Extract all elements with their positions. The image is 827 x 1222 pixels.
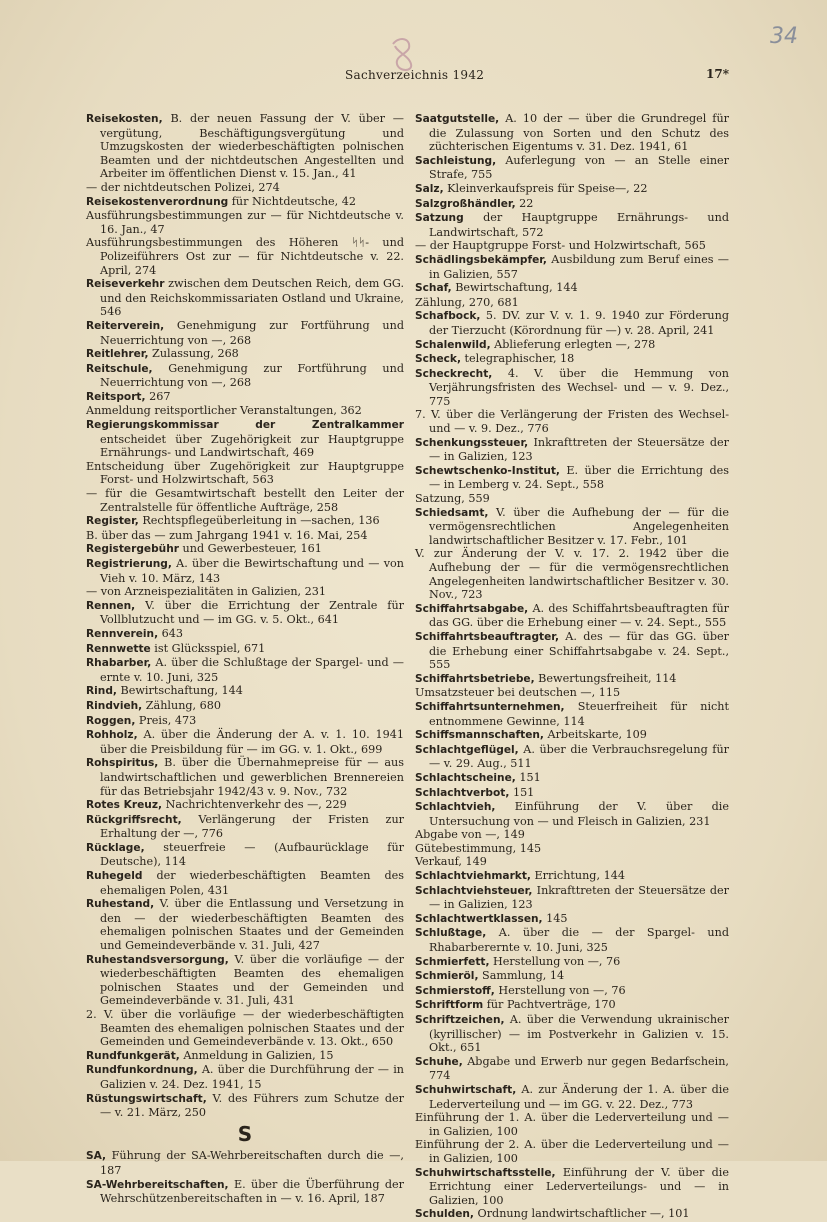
index-entry-heading: Rindvieh, [86, 699, 143, 712]
index-entry-heading: Reiterverein, [86, 319, 165, 332]
index-entry-text: Inkrafttreten der Steuersätze der — in Galizien, 123 [429, 435, 729, 464]
index-entry-heading: Rüstungswirtschaft, [86, 1092, 207, 1105]
index-entry-heading: Schlußtage, [415, 927, 487, 940]
index-entry [415, 506, 729, 548]
index-entry [415, 602, 729, 630]
index-entry-heading: Scheck, [415, 353, 461, 366]
index-subentry: — der Hauptgruppe Forst- und Holzwirtschaft, 565 [415, 239, 706, 253]
index-entry [415, 197, 729, 212]
index-entry [86, 953, 404, 1008]
index-entry [415, 998, 729, 1013]
index-entry [86, 1149, 404, 1177]
index-entry [86, 627, 404, 642]
index-entry-heading: Schulden, [415, 1208, 474, 1221]
index-entry [86, 390, 404, 405]
index-entry-text: Einführung der V. über die Errichtung einer Lederverteilungs- und — in Galizien, 100 [429, 1165, 729, 1207]
index-entry-heading: Rotes Kreuz, [86, 799, 163, 812]
index-entry-text: V. des Führers zum Schutze der — v. 21. März, 250 [100, 1091, 404, 1120]
index-entry-text: A. über die Verbrauchsregelung für — v. 29. Aug., 511 [429, 742, 729, 771]
index-entry [86, 684, 404, 699]
index-entry [86, 362, 404, 390]
index-entry [86, 756, 404, 798]
index-entry-text: und Gewerbesteuer, 161 [179, 542, 322, 556]
index-entry-heading: Rind, [86, 685, 117, 698]
index-entry [415, 436, 729, 464]
index-entry-heading: SA-Wehrbereitschaften, [86, 1178, 229, 1191]
index-entry-text: Errichtung, 144 [530, 869, 625, 883]
index-entry-text: A. über die Schlußtage der Spargel- und —ernte v. 10. Juni, 325 [100, 656, 404, 684]
index-subentry: B. über das — zum Jahrgang 1941 v. 16. Mai, 254 [86, 528, 368, 542]
index-entry-heading: Regierungskommissar der Zentralkammer [86, 419, 404, 432]
index-entry-text: Abgabe und Erwerb nur gegen Bedarfschein, 774 [429, 1054, 729, 1083]
index-column-right [415, 112, 729, 1222]
index-entry [415, 926, 729, 954]
index-entry-text: Nachrichtenverkehr des —, 229 [162, 798, 347, 812]
index-entry-text: Bewirtschaftung, 144 [451, 281, 578, 295]
index-entry [415, 182, 729, 197]
index-entry-text: 267 [145, 389, 171, 403]
index-entry-text: Herstellung von —, 76 [494, 983, 626, 997]
index-entry [86, 1092, 404, 1120]
index-entry-text: Steuerfreiheit für nicht entnommene Gewinne, 114 [429, 699, 729, 728]
index-entry-text: Sammlung, 14 [478, 969, 565, 983]
index-entry-heading: Rohholz, [86, 729, 138, 742]
index-entry-text: E. über die Errichtung des — in Lemberg v. 24. Sept., 558 [429, 463, 729, 492]
index-entry-heading: Schiffahrtsabgabe, [415, 602, 529, 615]
index-subentry: Entscheidung über Zugehörigkeit zur Hauptgruppe Forst- und Holzwirtschaft, 563 [86, 459, 404, 487]
index-subentry: Einführung der 1. A. über die Lederverteilung und — in Galizien, 100 [415, 1111, 729, 1138]
index-entry-heading: Schlachtscheine, [415, 771, 516, 784]
index-entry-text: zwischen dem Deutschen Reich, dem GG. und den Reichskommissariaten Ostland und Ukraine, 546 [100, 277, 404, 319]
index-entry [415, 672, 729, 687]
index-entry-heading: Rückgriffsrecht, [86, 813, 182, 826]
index-entry [86, 699, 404, 714]
index-entry [86, 813, 404, 841]
index-entry-heading: Schiffahrtsbetriebe, [415, 672, 535, 685]
index-entry [86, 798, 404, 813]
index-entry-text: 151 [515, 770, 541, 784]
index-entry-heading: Sachleistung, [415, 154, 497, 167]
index-entry-text: Ordnung landwirtschaftlicher —, 101 [473, 1207, 690, 1221]
index-entry-text: Anmeldung in Galizien, 15 [179, 1048, 334, 1062]
index-subentry: Umsatzsteuer bei deutschen —, 115 [415, 686, 621, 700]
index-entry [415, 112, 729, 154]
index-entry-text: Arbeitskarte, 109 [543, 728, 647, 742]
index-entry [415, 1083, 729, 1111]
index-entry-text: Kleinverkaufspreis für Speise—, 22 [443, 181, 648, 195]
index-entry-text: B. der neuen Fassung der V. über —vergütung, Beschäftigungsvergütung und Umzugskosten der wiederbeschäftigten polnischen Beamten und der nichtdeutschen Angestellten und Arbeiter im öffentlichen Dienst v. 15. Jan., 41 [100, 112, 404, 181]
index-entry-heading: Schmieröl, [415, 970, 479, 983]
index-entry [415, 352, 729, 367]
index-entry [86, 642, 404, 657]
page-number: 17* [706, 67, 729, 81]
index-entry-text: V. über die Errichtung der Zentrale für Vollblutzucht und — im GG. v. 5. Okt., 641 [100, 598, 404, 627]
index-entry-text: Rechtspflegeüberleitung in —sachen, 136 [138, 514, 380, 528]
index-entry-text: Bewertungsfreiheit, 114 [534, 671, 677, 685]
index-entry-heading: Reisekostenverordnung [86, 195, 229, 208]
index-entry-heading: Schlachtvieh, [415, 801, 496, 814]
index-entry [86, 319, 404, 347]
index-entry [415, 884, 729, 912]
index-entry [86, 195, 404, 210]
index-entry-heading: Rohspiritus, [86, 757, 159, 770]
index-entry [415, 154, 729, 182]
index-entry-text: Inkrafttreten der Steuersätze der — in Galizien, 123 [429, 883, 729, 912]
index-entry-text: ist Glücksspiel, 671 [150, 641, 266, 655]
index-entry-heading: Scheckrecht, [415, 367, 493, 380]
index-entry-heading: Salzgroßhändler, [415, 197, 516, 210]
index-entry-text: Zulassung, 268 [148, 347, 239, 361]
index-entry-heading: Schalenwild, [415, 338, 491, 351]
index-entry-heading: Registergebühr [86, 543, 179, 556]
index-entry-heading: Schmierfett, [415, 955, 490, 968]
index-entry-text: A. 10 der — über die Grundregel für die Zulassung von Sorten und den Schutz des züchterischen Eigentums v. 31. Dez. 1941, 61 [429, 112, 729, 154]
index-entry-heading: Schiedsamt, [415, 506, 489, 519]
index-list-left [86, 112, 404, 1120]
index-subentry: — der nichtdeutschen Polizei, 274 [86, 180, 280, 194]
index-entry-heading: Rücklage, [86, 841, 145, 854]
index-entry [86, 656, 404, 684]
index-entry-text: 151 [509, 785, 535, 799]
index-entry-heading: Ruhestand, [86, 898, 155, 911]
index-entry-heading: Salz, [415, 182, 444, 195]
index-entry-heading: Schlachtviehsteuer, [415, 884, 533, 897]
index-entry [415, 984, 729, 999]
index-entry-text: A. des — für das GG. über die Erhebung einer Schiffahrtsabgabe v. 24. Sept., 555 [429, 629, 729, 672]
index-entry-heading: Reiseverkehr [86, 278, 165, 291]
index-entry-text: Ausbildung zum Beruf eines — in Galizien, 557 [429, 252, 729, 281]
index-entry-text: Zählung, 680 [142, 698, 222, 712]
index-subentry: Anmeldung reitsportlicher Veranstaltungen, 362 [86, 404, 362, 418]
index-entry [415, 1055, 729, 1083]
index-entry-text: 145 [542, 911, 568, 925]
index-entry [415, 338, 729, 353]
index-entry [415, 309, 729, 337]
index-entry [415, 630, 729, 672]
index-entry-heading: Schlachtverbot, [415, 786, 510, 799]
index-entry-text: V. über die Entlassung und Versetzung in den — der wiederbeschäftigten Beamten des ehemaligen polnischen Staates und der Gemeinden und Gemeindeverbände v. 31. Juli, 427 [100, 897, 404, 953]
index-entry [86, 514, 404, 529]
index-subentry: 7. V. über die Verlängerung der Fristen des Wechsel- und — v. 9. Dez., 776 [415, 408, 729, 436]
index-subentry: Ausführungsbestimmungen zur — für Nichtdeutsche v. 16. Jan., 47 [86, 209, 404, 236]
index-entry-heading: Schiffahrtsbeauftragter, [415, 630, 559, 643]
index-entry-text: Bewirtschaftung, 144 [116, 684, 243, 698]
index-entry [415, 700, 729, 728]
index-entry [415, 253, 729, 281]
index-subentry: Satzung, 559 [415, 492, 490, 506]
index-entry-heading: Rennen, [86, 599, 136, 612]
index-entry-text: 643 [158, 626, 184, 640]
index-entry-text: A. über die Verwendung ukrainischer (kyrillischer) — im Postverkehr in Galizien v. 15. Okt., 651 [429, 1013, 729, 1055]
index-entry-heading: Register, [86, 515, 139, 528]
index-entry-heading: Reitlehrer, [86, 348, 149, 361]
index-entry [86, 557, 404, 585]
index-entry [86, 1063, 404, 1091]
index-entry-text: Ablieferung erlegten —, 278 [490, 337, 656, 351]
index-entry-text: der Hauptgruppe Ernährungs- und Landwirtschaft, 572 [429, 211, 729, 239]
index-subentry: Zählung, 270, 681 [415, 295, 519, 309]
index-subentry: Ausführungsbestimmungen des Höheren ᛋᛋ- und Polizeiführers Ost zur — für Nichtdeutsche v. 22. April, 274 [86, 236, 404, 277]
index-entry-text: Auferlegung von — an Stelle einer Strafe, 755 [429, 153, 729, 182]
index-entry [415, 800, 729, 828]
index-entry-text: der wiederbeschäftigten Beamten des ehemaligen Polen, 431 [100, 869, 404, 897]
index-entry-text: B. über die Übernahmepreise für — aus landwirtschaftlichen und gewerblichen Brennereien für das Betriebsjahr 1942/43 v. 9. Nov., 732 [100, 756, 404, 798]
index-entry-heading: SA, [86, 1150, 107, 1163]
index-entry [415, 869, 729, 884]
index-entry-text: A. über die — der Spargel- und Rhabarberernte v. 10. Juni, 325 [429, 926, 729, 955]
index-entry-text: entscheidet über Zugehörigkeit zur Hauptgruppe Ernährungs- und Landwirtschaft, 469 [100, 432, 404, 460]
index-entry [86, 841, 404, 869]
index-subentry: 2. V. über die vorläufige — der wiederbeschäftigten Beamten des ehemaligen polnischen Staates und der Gemeinden und Gemeindeverbände v. 13. Okt., 650 [86, 1008, 404, 1049]
index-entry-text: A. über die Durchführung der — in Galizien v. 24. Dez. 1941, 15 [100, 1063, 404, 1091]
index-entry-heading: Schlachtwertklassen, [415, 912, 543, 925]
index-entry [86, 112, 404, 181]
index-entry [415, 1207, 729, 1222]
index-entry [415, 281, 729, 296]
index-entry-text: für Nichtdeutsche, 42 [228, 194, 357, 208]
index-entry-text: Herstellung von —, 76 [489, 954, 621, 968]
index-entry [86, 869, 404, 897]
index-entry-heading: Registrierung, [86, 558, 172, 570]
index-entry-heading: Schuhwirtschaft, [415, 1083, 517, 1096]
running-title: Sachverzeichnis 1942 [345, 68, 485, 82]
index-entry-text: A. über die Bewirtschaftung und — von Vieh v. 10. März, 143 [100, 557, 404, 585]
index-entry-text: V. über die Aufhebung der — für die vermögensrechtlichen Angelegenheiten landwirtschaftlicher Besitzer v. 17. Febr., 101 [429, 505, 729, 547]
index-entry-heading: Schmierstoff, [415, 984, 495, 997]
index-entry-text: für Pachtverträge, 170 [483, 998, 616, 1012]
index-entry-text: A. des Schiffahrtsbeauftragten für das GG. über die Erhebung einer — v. 24. Sept., 555 [429, 601, 729, 630]
index-entry-heading: Roggen, [86, 714, 136, 727]
index-entry-text: Führung der SA-Wehrbereitschaften durch die —, 187 [100, 1149, 404, 1177]
index-entry [415, 912, 729, 927]
index-entry [86, 1049, 404, 1064]
index-entry-heading: Schafbock, [415, 310, 481, 323]
index-entry-heading: Rennwette [86, 642, 151, 655]
index-entry-heading: Reitschule, [86, 362, 153, 375]
index-entry-heading: Schlachtgeflügel, [415, 743, 519, 756]
index-entry [415, 1166, 729, 1208]
index-entry-heading: Schenkungssteuer, [415, 436, 529, 449]
index-entry-heading: Reitsport, [86, 390, 146, 403]
index-entry [415, 786, 729, 801]
index-subentry: Verkauf, 149 [415, 855, 487, 869]
index-entry [86, 714, 404, 729]
index-column-left [86, 112, 404, 1206]
section-letter: S [237, 1121, 253, 1146]
index-entry-heading: Schlachtviehmarkt, [415, 870, 531, 883]
index-list-left-after [86, 1149, 404, 1205]
index-entry-heading: Schädlingsbekämpfer, [415, 253, 547, 266]
index-subentry: V. zur Änderung der V. v. 17. 2. 1942 über die Aufhebung der — für die vermögensrechtlichen Angelegenheiten landwirtschaftlicher Besitzer v. 30. Nov., 723 [415, 547, 729, 602]
index-entry-text: steuerfreie — (Aufbaurücklage für Deutsche), 114 [100, 840, 404, 869]
index-entry [415, 211, 729, 239]
index-entry-text: A. zur Änderung der 1. A. über die Lederverteilung und — im GG. v. 22. Dez., 773 [429, 1082, 729, 1111]
index-entry [86, 277, 404, 319]
index-entry-heading: Schuhe, [415, 1055, 463, 1068]
index-entry-text: telegraphischer, 18 [461, 352, 575, 366]
index-entry-text: Preis, 473 [135, 713, 197, 727]
index-entry [415, 464, 729, 492]
index-entry-heading: Rennverein, [86, 627, 159, 640]
index-entry-heading: Schaf, [415, 282, 452, 295]
index-entry-heading: Schewtschenko-Institut, [415, 464, 560, 477]
index-entry-heading: Schriftform [415, 999, 484, 1012]
index-entry [415, 955, 729, 970]
index-entry-heading: Schiffahrtsunternehmen, [415, 700, 565, 713]
index-entry-heading: Satzung [415, 212, 464, 225]
index-entry [415, 367, 729, 409]
index-entry [415, 1013, 729, 1055]
index-entry [86, 418, 404, 460]
index-entry [86, 1178, 404, 1206]
index-subentry: Einführung der 2. A. über die Lederverteilung und — in Galizien, 100 [415, 1138, 729, 1165]
index-entry-text: 22 [515, 196, 534, 210]
index-subentry: Abgabe von —, 149 [415, 828, 525, 842]
index-entry-heading: Schuhwirtschaftsstelle, [415, 1166, 556, 1179]
index-entry-text: V. über die vorläufige — der wiederbeschäftigten Beamten des ehemaligen polnischen Staates und der Gemeinden und Gemeindeverbände v. 31. Juli, 431 [100, 952, 404, 1008]
index-entry [86, 728, 404, 756]
index-entry [86, 897, 404, 952]
index-subentry: Gütebestimmung, 145 [415, 841, 542, 855]
index-entry-text: Genehmigung zur Fortführung und Neuerrichtung von —, 268 [100, 318, 404, 347]
index-entry [86, 542, 404, 557]
index-entry-heading: Schriftzeichen, [415, 1014, 505, 1026]
index-entry-heading: Ruhestandsversorgung, [86, 953, 229, 966]
index-entry-text: 4. V. über die Hemmung von Verjährungsfristen des Wechsel- und — v. 9. Dez., 775 [429, 366, 729, 408]
index-entry-heading: Ruhegeld [86, 870, 143, 883]
index-entry-heading: Rundfunkgerät, [86, 1049, 180, 1062]
index-entry-heading: Rhabarber, [86, 657, 152, 670]
index-entry-text: 5. DV. zur V. v. 1. 9. 1940 zur Förderung der Tierzucht (Körordnung für —) v. 28. April, 241 [429, 309, 729, 337]
index-entry [415, 743, 729, 771]
index-entry-text: E. über die Überführung der Wehrschützenbereitschaften in — v. 16. April, 187 [100, 1177, 404, 1206]
index-entry-text: Einführung der V. über die Untersuchung von — und Fleisch in Galizien, 231 [429, 800, 729, 828]
index-entry-text: Verlängerung der Fristen zur Erhaltung der —, 776 [100, 812, 404, 841]
index-list-right [415, 112, 729, 1222]
index-entry [415, 771, 729, 786]
handwritten-page-number: 34 [770, 24, 798, 49]
index-entry-heading: Rundfunkordnung, [86, 1064, 198, 1077]
index-entry-heading: Reisekosten, [86, 113, 163, 125]
index-subentry: — von Arzneispezialitäten in Galizien, 231 [86, 585, 327, 599]
index-subentry: — für die Gesamtwirtschaft bestellt den Leiter der Zentralstelle für öffentliche Aufträge, 258 [86, 487, 404, 514]
index-entry [415, 969, 729, 984]
index-entry-heading: Schiffsmannschaften, [415, 729, 544, 742]
index-entry [415, 728, 729, 743]
index-entry [86, 599, 404, 627]
index-entry-text: A. über die Änderung der A. v. 1. 10. 1941 über die Preisbildung für — im GG. v. 1. Okt., 699 [100, 728, 404, 756]
index-entry [86, 347, 404, 362]
index-entry-heading: Saatgutstelle, [415, 113, 500, 125]
index-entry-text: Genehmigung zur Fortführung und Neuerrichtung von —, 268 [100, 361, 404, 390]
